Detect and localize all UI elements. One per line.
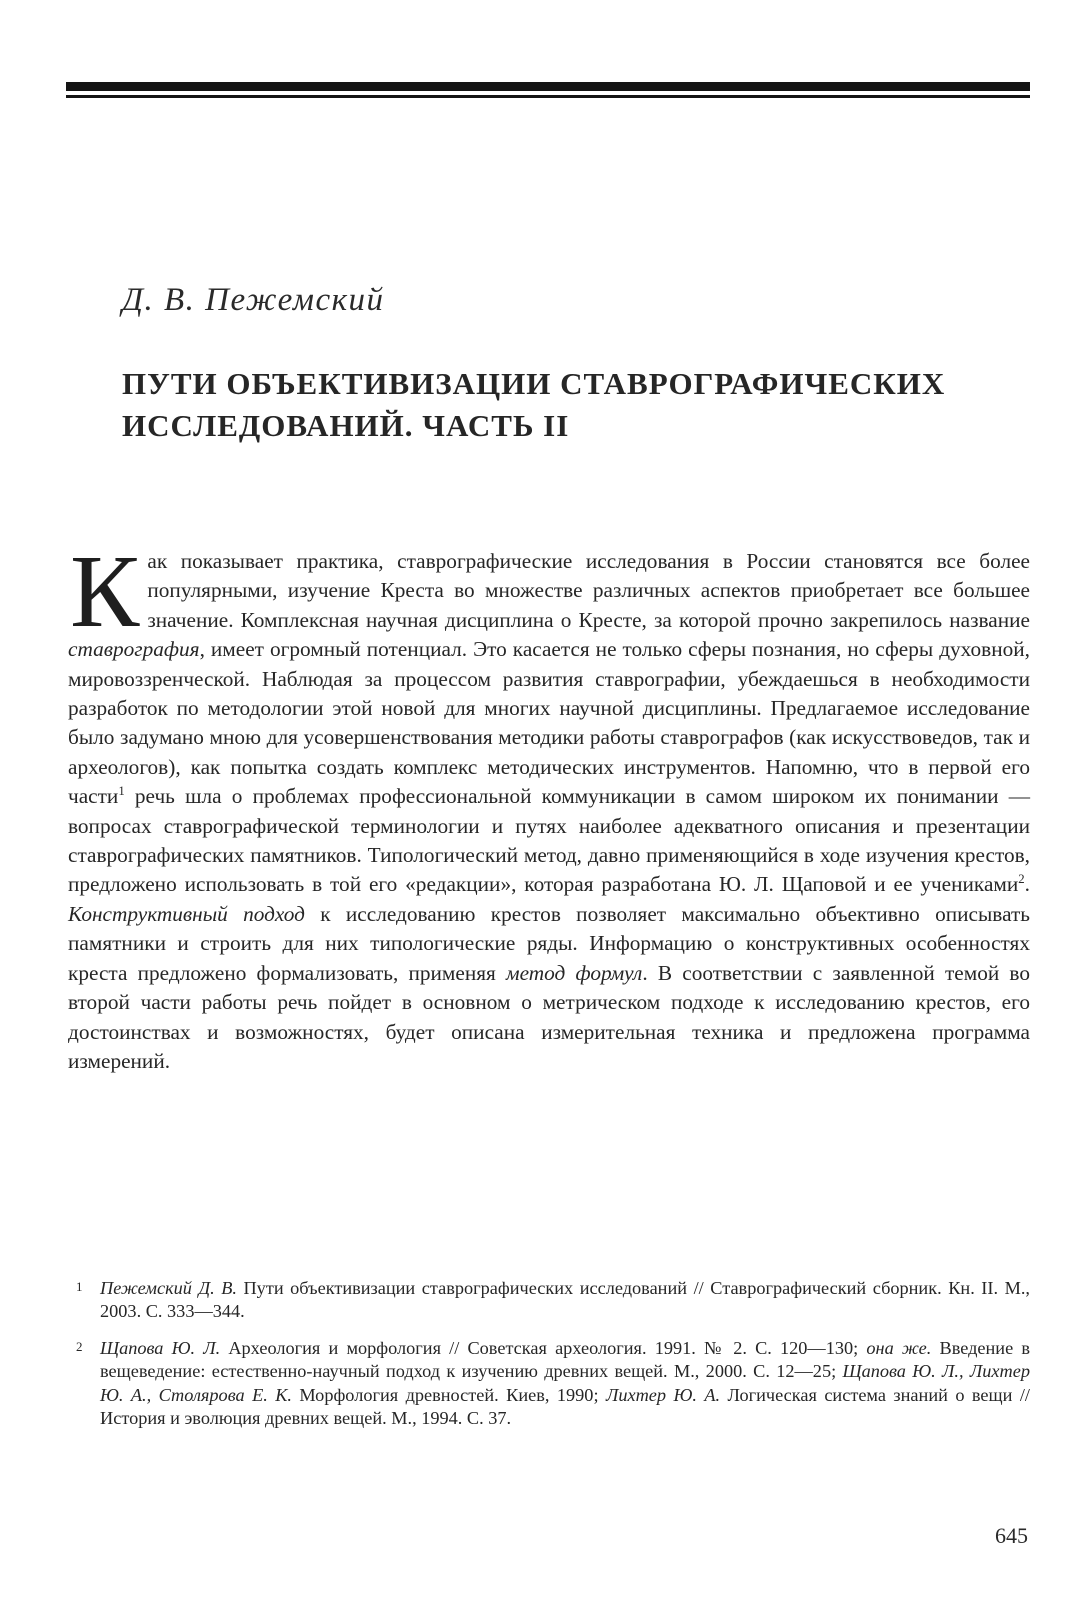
body-italic-term: метод формул [506,960,643,985]
body-italic-term: ставрография [68,637,200,662]
header-rule-thick [66,82,1030,91]
footnotes [68,1277,1030,1443]
footnote-text: Введение в вещеведение: естественно-научный подход к изучению древних вещей. М., 2000. С. 12—25; [100,1337,1030,1382]
article-title [122,363,1022,447]
body-text-segment: , имеет огромный потенциал. Это касается не только сферы познания, но сферы духовной, мировоззренческой. Наблюдая за процессом развития ставрографии, убеждаешься в необходимости разработок по методологии этой новой для многих научной дисциплины. Предлагаемое исследование было задумано мною для усовершенствования методики работы ставрографов (как искусствоведов, так и археологов), как попытка создать комплекс методических инструментов. Напомню, что в первой его части [68,637,1030,809]
footnote-number: 2 [76,1338,83,1354]
body-paragraph [68,534,1031,1076]
author-name: Д. В. Пежемский [122,282,385,318]
footnote-text: Пути объективизации ставрографических исследований // Ставрографический сборник. Кн. II. М., 2003. С. 333—344. [100,1278,1030,1322]
footnote-text: Логическая система знаний о вещи // История и эволюция древних вещей. М., 1994. С. 37. [100,1384,1030,1429]
title-line-1: ПУТИ ОБЪЕКТИВИЗАЦИИ СТАВРОГРАФИЧЕСКИХ [122,366,946,401]
footnote-author: Пежемский Д. В. [100,1278,237,1298]
footnote-text: Археология и морфология // Советская археология. 1991. № 2. С. 120—130; [220,1337,867,1358]
body-text-segment: речь шла о проблемах профессиональной коммуникации в самом широком их понимании — вопросах ставрографической терминологии и путях наиболее адекватного описания и презентации ставрографических памятников. Типологический метод, давно применяющийся в ходе изучения крестов, предложено использовать в той его «редакции», которая разработана Ю. Л. Щаповой и ее учениками [68,784,1030,897]
footnote-number: 1 [76,1279,83,1294]
footnote-ref-1[interactable]: 1 [118,784,125,799]
drop-cap: К [70,534,140,649]
body-text-segment: ак показывает практика, ставрографические исследования в России становятся все более популярными, изучение Креста во множестве различных аспектов приобретает все большее значение. Комплексная научная дисциплина о Кресте, за которой прочно закрепилось название [147,549,1030,632]
footnote-2 [68,1337,1030,1431]
footnote-author: Щапова Ю. Л., Лихтер Ю. А., Столярова Е. К. [100,1361,1030,1405]
body-text-segment: . [1024,872,1030,897]
footnote-1 [68,1277,1030,1324]
header-rule-thin [66,95,1030,98]
footnote-ref-2[interactable]: 2 [1018,872,1025,887]
title-line-2: ИССЛЕДОВАНИЙ. ЧАСТЬ II [122,408,570,443]
body-text-segment: к исследованию крестов позволяет максимально объективно описывать памятники и строить для них типологические ряды. Информацию о конструктивных особенностях креста предложено формализовать, применяя [68,901,1031,985]
footnote-author: Щапова Ю. Л. [100,1337,221,1358]
body-italic-term: Конструктивный подход [68,901,305,926]
body-text-segment: . В соответствии с заявленной темой во второй части работы речь пойдет в основном о метрическом подходе к исследованию крестов, его достоинствах и возможностях, будет описана измерительная техника и предложена программа измерений. [68,960,1030,1073]
footnote-text: Морфология древностей. Киев, 1990; [291,1384,606,1405]
footnote-author: она же. [866,1337,932,1358]
page-number: 645 [995,1523,1028,1548]
footnote-author: Лихтер Ю. А. [605,1384,721,1405]
